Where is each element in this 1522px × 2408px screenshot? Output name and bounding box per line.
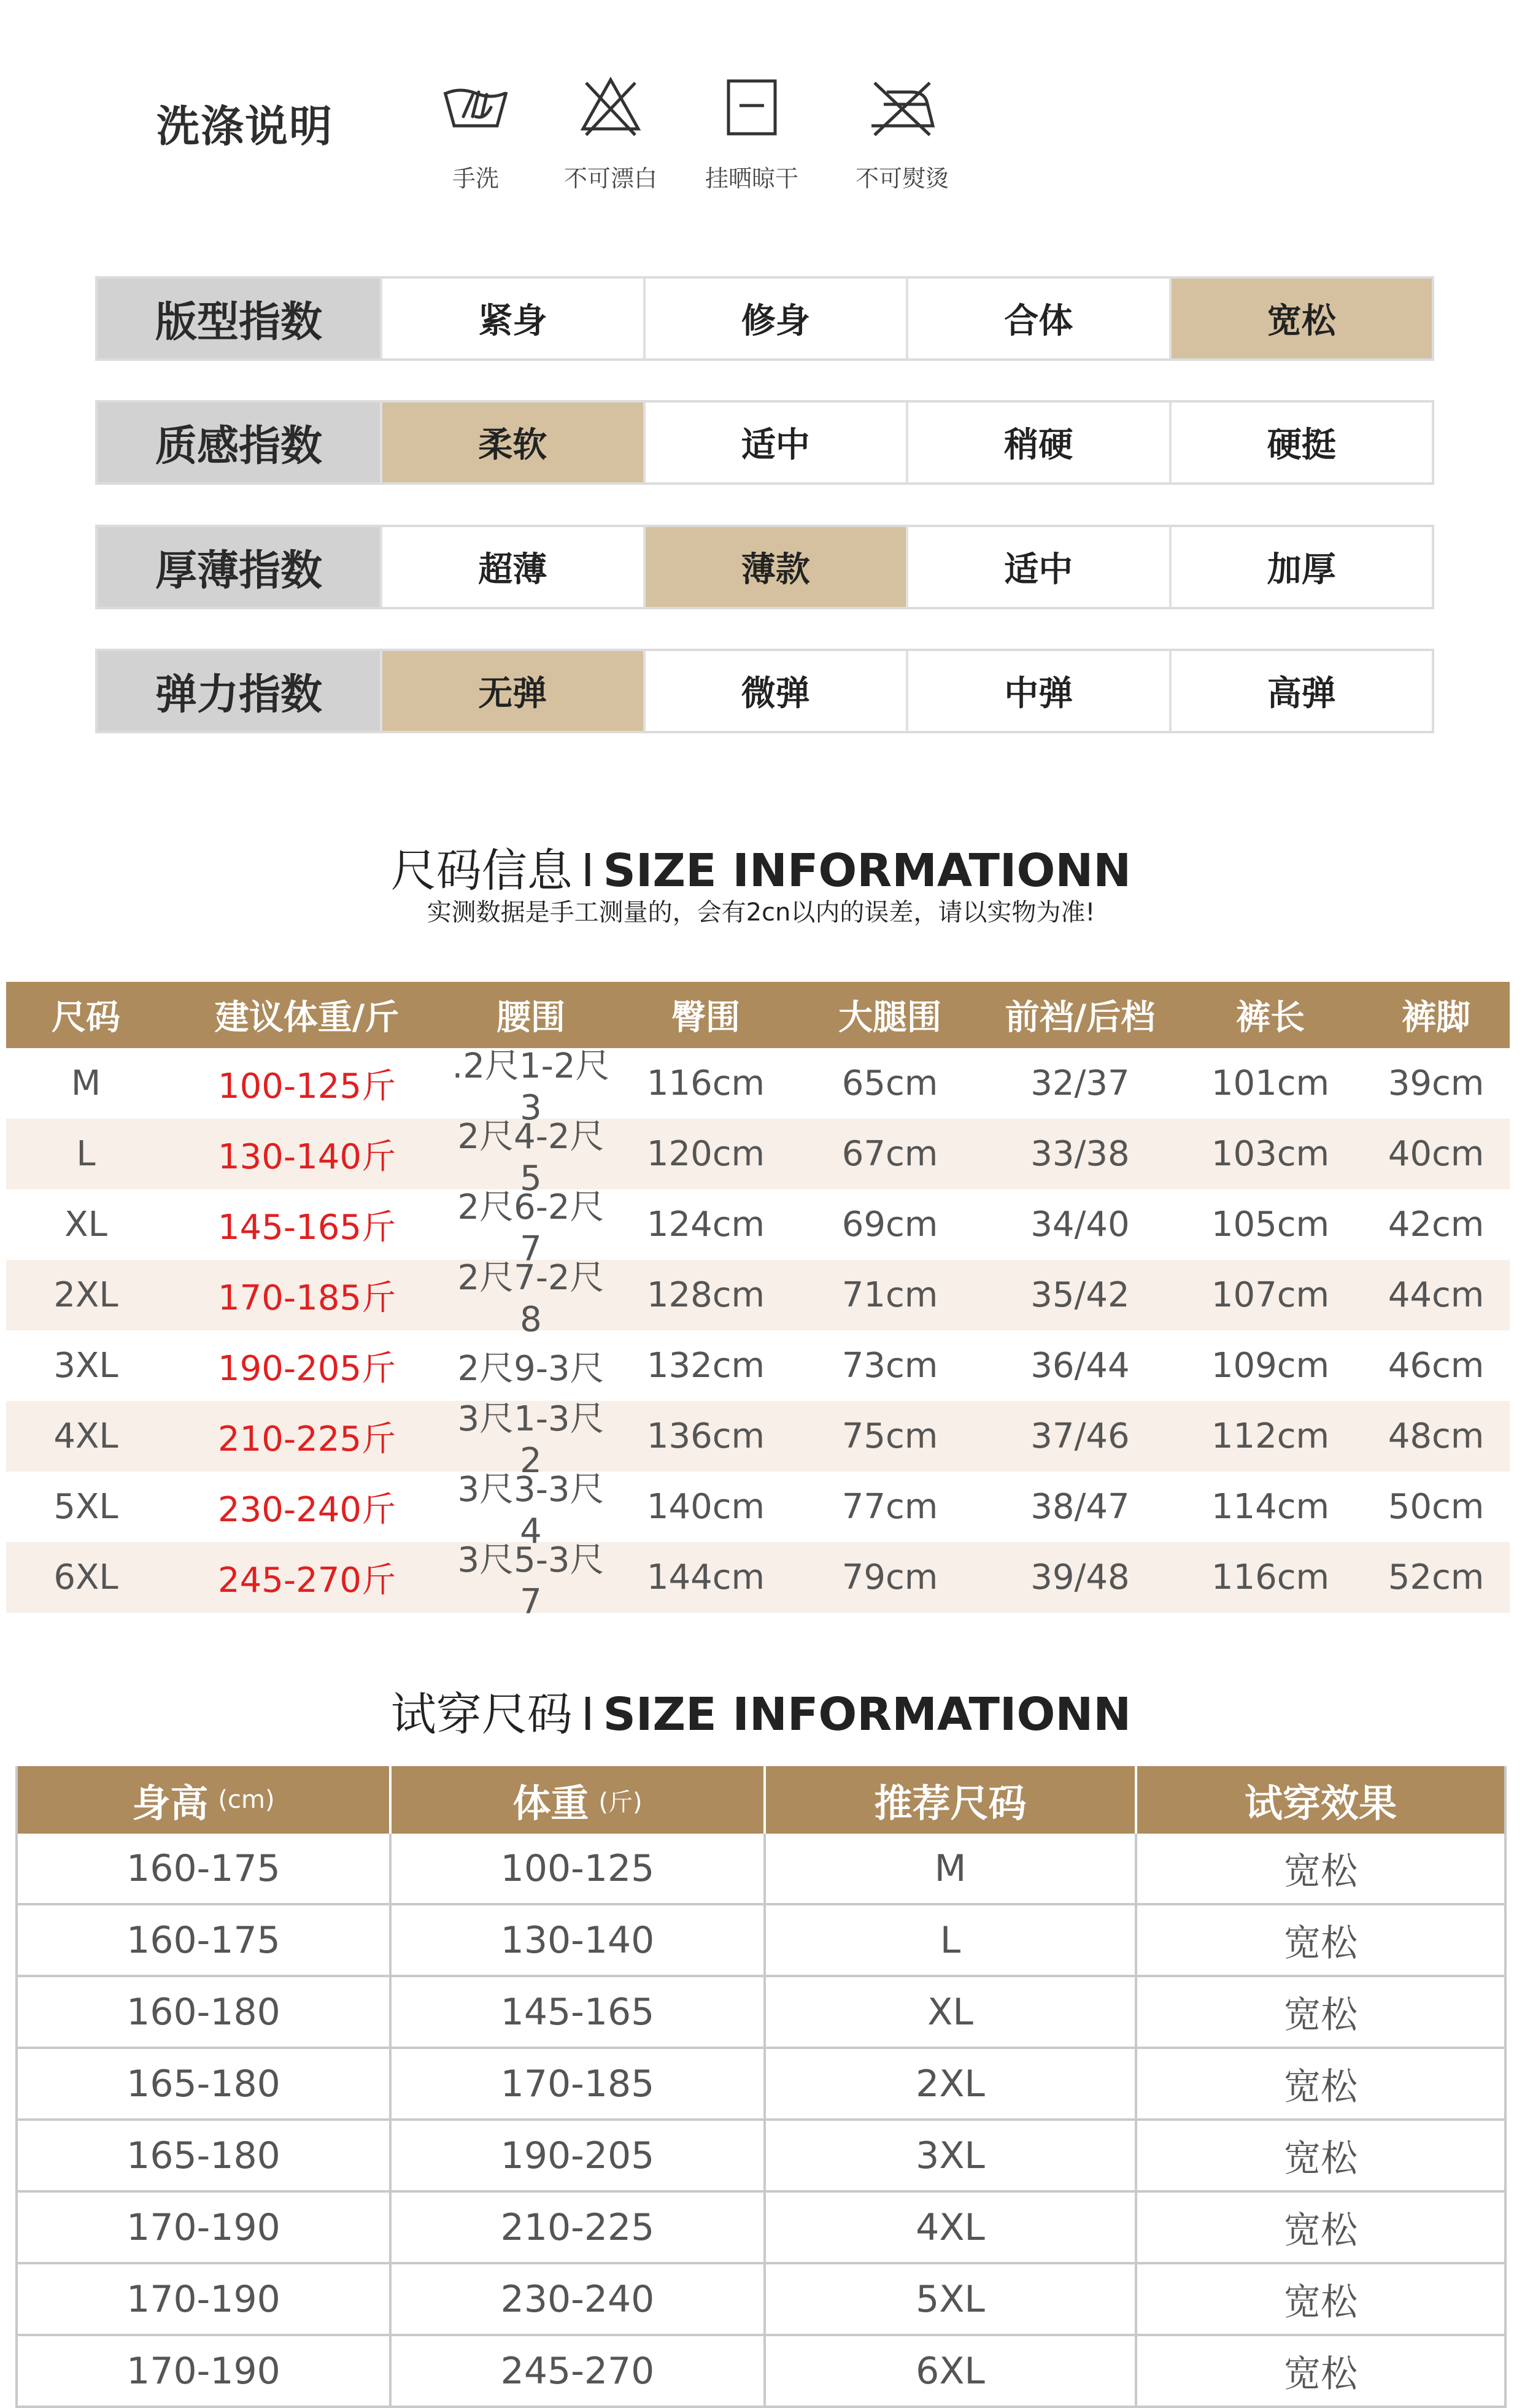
cell-weight: 145-165斤 — [218, 1207, 396, 1248]
cell-size: 5XL — [53, 1487, 118, 1527]
size-info-title-cn: 尺码信息 — [390, 844, 573, 897]
cell-height: 170-190 — [126, 2349, 280, 2393]
table-row — [18, 1905, 1504, 1977]
table-row — [6, 1117, 1510, 1198]
cell-rise: 34/40 — [1030, 1205, 1130, 1245]
cell-length: 109cm — [1211, 1346, 1330, 1386]
header-label: 身高 — [132, 1780, 209, 1826]
cell-rise: 36/44 — [1030, 1346, 1130, 1386]
no-iron-icon — [865, 74, 939, 141]
cell-body-weight: 245-270 — [389, 2336, 763, 2406]
index-row-thickness — [95, 525, 1434, 609]
table-row — [18, 1834, 1504, 1905]
cell-recommended-size: 6XL — [763, 2336, 1135, 2406]
index-option: 加厚 — [1169, 527, 1432, 607]
header-waist: 腰围 — [496, 998, 565, 1038]
cell-fit-effect: 宽松 — [1135, 2049, 1504, 2118]
cell-height: 170-190 — [126, 2205, 280, 2249]
cell-size: 6XL — [53, 1557, 118, 1597]
cell-thigh: 69cm — [841, 1205, 938, 1245]
cell-recommended-size: XL — [763, 1977, 1135, 2047]
index-option: 修身 — [643, 279, 906, 358]
cell-hem: 52cm — [1388, 1557, 1485, 1597]
index-option: 中弹 — [906, 651, 1169, 731]
table-row — [18, 2049, 1504, 2121]
table-row — [6, 1470, 1510, 1551]
cell-waist: 3尺3-3尺4 — [457, 1470, 605, 1551]
header-label: 推荐尺码 — [874, 1780, 1027, 1826]
cell-hem: 40cm — [1388, 1134, 1485, 1174]
cell-waist: 2尺4-2尺5 — [457, 1117, 605, 1198]
try-on-title-en: SIZE INFORMATIONN — [603, 1688, 1132, 1741]
cell-waist: 3尺5-3尺7 — [457, 1540, 605, 1622]
index-row-texture — [95, 400, 1434, 485]
title-separator: I — [581, 844, 595, 897]
table-row — [6, 1330, 1510, 1401]
cell-rise: 39/48 — [1030, 1557, 1130, 1597]
cell-size: XL — [64, 1205, 107, 1245]
header-body-weight — [389, 1766, 763, 1834]
cell-size: M — [71, 1063, 101, 1103]
try-on-title-cn: 试穿尺码 — [390, 1688, 573, 1741]
table-row — [18, 2193, 1504, 2264]
index-option: 适中 — [643, 403, 906, 482]
cell-height: 170-190 — [126, 2277, 280, 2321]
cell-rise: 35/42 — [1030, 1275, 1130, 1315]
cell-length: 107cm — [1211, 1275, 1330, 1315]
table-row — [6, 1046, 1510, 1128]
size-info-title-en: SIZE INFORMATIONN — [603, 844, 1132, 897]
cell-hem: 50cm — [1388, 1487, 1485, 1527]
cell-height: 165-180 — [126, 2062, 280, 2105]
index-row-fit — [95, 276, 1434, 361]
cell-fit-effect: 宽松 — [1135, 1834, 1504, 1903]
cell-size: 2XL — [53, 1275, 118, 1315]
cell-body-weight: 210-225 — [389, 2193, 763, 2262]
no-bleach-icon — [574, 74, 647, 141]
cell-weight: 170-185斤 — [218, 1278, 396, 1318]
cell-body-weight: 190-205 — [389, 2121, 763, 2190]
table-row — [18, 2264, 1504, 2336]
cell-waist: 2尺9-3尺 — [457, 1348, 605, 1389]
index-option-selected: 薄款 — [643, 527, 906, 607]
cell-hem: 46cm — [1388, 1346, 1485, 1386]
cell-rise: 37/46 — [1030, 1416, 1130, 1456]
index-label: 厚薄指数 — [98, 527, 380, 607]
cell-recommended-size: 2XL — [763, 2049, 1135, 2118]
cell-waist: 2尺7-2尺8 — [457, 1258, 605, 1340]
wash-item-hand-wash — [402, 74, 549, 193]
index-option: 微弹 — [643, 651, 906, 731]
index-option: 合体 — [906, 279, 1169, 358]
cell-weight: 190-205斤 — [218, 1348, 396, 1389]
cell-length: 103cm — [1211, 1134, 1330, 1174]
header-thigh: 大腿围 — [838, 998, 941, 1038]
table-row — [6, 1399, 1510, 1481]
cell-recommended-size: L — [763, 1905, 1135, 1975]
cell-waist: .2尺1-2尺3 — [452, 1046, 610, 1128]
wash-label: 手洗 — [452, 165, 499, 192]
cell-waist: 2尺6-2尺7 — [457, 1187, 605, 1269]
title-separator: I — [581, 1688, 595, 1741]
wash-item-hang-dry — [678, 74, 825, 193]
cell-height: 165-180 — [126, 2134, 280, 2177]
cell-length: 114cm — [1211, 1487, 1330, 1527]
cell-hip: 144cm — [646, 1557, 765, 1597]
cell-fit-effect: 宽松 — [1135, 2336, 1504, 2406]
cell-rise: 32/37 — [1030, 1063, 1130, 1103]
cell-hem: 48cm — [1388, 1416, 1485, 1456]
cell-hem: 44cm — [1388, 1275, 1485, 1315]
cell-hem: 42cm — [1388, 1205, 1485, 1245]
index-label: 质感指数 — [98, 403, 380, 482]
cell-recommended-size: 3XL — [763, 2121, 1135, 2190]
cell-thigh: 67cm — [841, 1134, 938, 1174]
try-on-table — [15, 1766, 1507, 2408]
cell-hip: 120cm — [646, 1134, 765, 1174]
cell-weight: 130-140斤 — [218, 1136, 396, 1177]
wash-section — [0, 0, 1522, 221]
wash-label: 不可熨烫 — [855, 165, 949, 192]
index-option: 适中 — [906, 527, 1169, 607]
wash-title: 洗涤说明 — [156, 101, 333, 152]
table-row — [6, 1187, 1510, 1269]
size-table-body — [6, 1046, 1510, 1622]
size-info-subtitle: 实测数据是手工测量的，会有2cn以内的误差，请以实物为准! — [427, 898, 1095, 927]
cell-length: 101cm — [1211, 1063, 1330, 1103]
cell-hip: 136cm — [646, 1416, 765, 1456]
size-table — [6, 982, 1510, 1622]
cell-rise: 38/47 — [1030, 1487, 1130, 1527]
cell-waist: 3尺1-3尺2 — [457, 1399, 605, 1481]
cell-length: 112cm — [1211, 1416, 1330, 1456]
index-option: 硬挺 — [1169, 403, 1432, 482]
cell-hip: 128cm — [646, 1275, 765, 1315]
cell-thigh: 79cm — [841, 1557, 938, 1597]
table-row — [18, 1977, 1504, 2049]
wash-label: 不可漂白 — [563, 165, 657, 192]
cell-hip: 116cm — [646, 1063, 765, 1103]
cell-body-weight: 100-125 — [389, 1834, 763, 1903]
header-hem: 裤脚 — [1402, 998, 1470, 1038]
cell-body-weight: 145-165 — [389, 1977, 763, 2047]
index-option: 高弹 — [1169, 651, 1432, 731]
table-row — [6, 1540, 1510, 1622]
cell-recommended-size: 5XL — [763, 2264, 1135, 2334]
cell-hem: 39cm — [1388, 1063, 1485, 1103]
cell-weight: 210-225斤 — [218, 1419, 396, 1459]
hang-dry-icon — [715, 74, 789, 141]
try-on-table-header — [18, 1766, 1504, 1834]
cell-body-weight: 130-140 — [389, 1905, 763, 1975]
hand-wash-icon — [439, 74, 512, 141]
table-row — [6, 1258, 1510, 1340]
wash-item-no-iron — [829, 74, 976, 193]
cell-body-weight: 170-185 — [389, 2049, 763, 2118]
cell-fit-effect: 宽松 — [1135, 2121, 1504, 2190]
index-label: 弹力指数 — [98, 651, 380, 731]
cell-fit-effect: 宽松 — [1135, 2264, 1504, 2334]
cell-size: 3XL — [53, 1346, 118, 1386]
header-weight: 建议体重/斤 — [214, 998, 400, 1038]
cell-length: 105cm — [1211, 1205, 1330, 1245]
size-table-header — [6, 982, 1510, 1048]
header-unit: (cm) — [218, 1786, 275, 1814]
cell-weight: 245-270斤 — [218, 1560, 396, 1600]
header-rise: 前裆/后档 — [1005, 998, 1156, 1038]
size-info-title — [0, 835, 1522, 900]
cell-thigh: 77cm — [841, 1487, 938, 1527]
cell-fit-effect: 宽松 — [1135, 1977, 1504, 2047]
cell-height: 160-180 — [126, 1990, 280, 2034]
table-row — [18, 2121, 1504, 2193]
index-option-selected: 无弹 — [380, 651, 643, 731]
cell-size: 4XL — [53, 1416, 118, 1456]
cell-thigh: 75cm — [841, 1416, 938, 1456]
cell-weight: 230-240斤 — [218, 1489, 396, 1530]
cell-hip: 140cm — [646, 1487, 765, 1527]
index-option-selected: 宽松 — [1169, 279, 1432, 358]
cell-size: L — [76, 1134, 96, 1174]
cell-fit-effect: 宽松 — [1135, 1905, 1504, 1975]
header-label: 试穿效果 — [1244, 1780, 1397, 1826]
header-fit-effect — [1135, 1766, 1504, 1834]
wash-label: 挂晒晾干 — [705, 165, 798, 192]
header-height — [18, 1766, 389, 1834]
cell-hip: 132cm — [646, 1346, 765, 1386]
cell-fit-effect: 宽松 — [1135, 2193, 1504, 2262]
cell-rise: 33/38 — [1030, 1134, 1130, 1174]
header-size: 尺码 — [52, 998, 120, 1038]
header-length: 裤长 — [1236, 998, 1305, 1038]
cell-hip: 124cm — [646, 1205, 765, 1245]
index-option: 稍硬 — [906, 403, 1169, 482]
cell-thigh: 73cm — [841, 1346, 938, 1386]
index-option-selected: 柔软 — [380, 403, 643, 482]
table-row — [18, 2336, 1504, 2408]
cell-thigh: 71cm — [841, 1275, 938, 1315]
cell-recommended-size: 4XL — [763, 2193, 1135, 2262]
index-label: 版型指数 — [98, 279, 380, 358]
cell-recommended-size: M — [763, 1834, 1135, 1903]
index-row-elasticity — [95, 649, 1434, 733]
header-unit: (斤) — [598, 1788, 643, 1816]
cell-length: 116cm — [1211, 1557, 1330, 1597]
try-on-table-body — [18, 1834, 1504, 2408]
cell-body-weight: 230-240 — [389, 2264, 763, 2334]
cell-weight: 100-125斤 — [218, 1066, 396, 1106]
cell-height: 160-175 — [126, 1918, 280, 1962]
index-option: 紧身 — [380, 279, 643, 358]
index-option: 超薄 — [380, 527, 643, 607]
header-hip: 臀围 — [671, 998, 740, 1038]
try-on-title — [0, 1678, 1522, 1743]
cell-thigh: 65cm — [841, 1063, 938, 1103]
header-recommended-size — [763, 1766, 1135, 1834]
header-label: 体重 — [512, 1780, 589, 1826]
wash-item-no-bleach — [537, 74, 684, 193]
cell-height: 160-175 — [126, 1847, 280, 1890]
